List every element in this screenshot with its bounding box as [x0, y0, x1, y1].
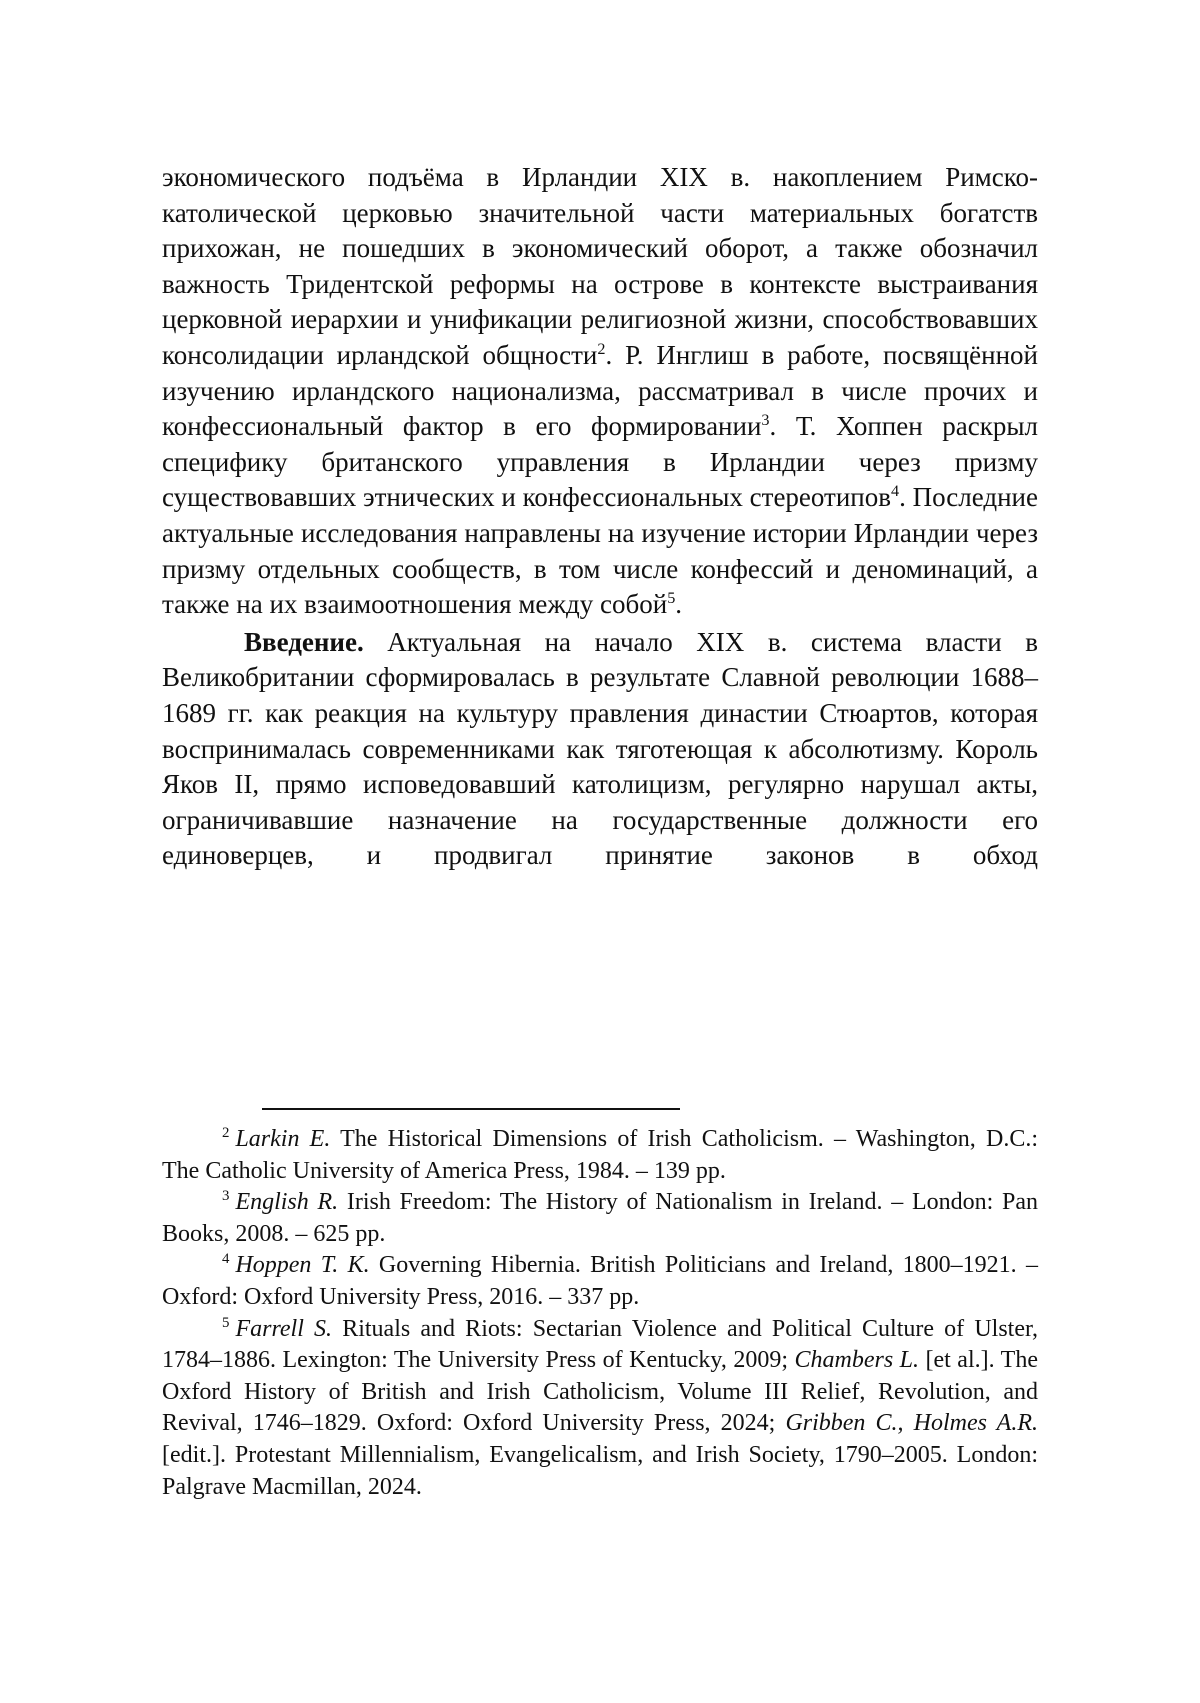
- footnote-4: [162, 1250, 1038, 1313]
- paragraph-1: [162, 160, 1038, 623]
- footnote-ref-2: 2: [597, 339, 606, 358]
- paragraph-1-part-5: .: [675, 589, 683, 620]
- footnote-2: [162, 1124, 1038, 1187]
- footnote-3-text: Irish Freedom: The History of Nationalism in Ireland. – London: Pan Books, 2008. – 625 pp.: [162, 1189, 1038, 1247]
- page-body: [162, 160, 1038, 874]
- paragraph-1-part-4: . Последние актуальные исследования направлены на изучение истории Ирландии через призму отдельных сообществ, в том числе конфессий и деноминаций, а также на их взаимоотношения между собой: [162, 482, 1038, 620]
- footnote-5-text-1: Rituals and Riots: Sectarian Violence and Political Culture of Ulster, 1784–1886. Lexington: The University Press of Kentucky, 2009;: [162, 1315, 1039, 1374]
- footnotes: [162, 1124, 1038, 1503]
- footnote-5-text-2: [et al.]. The Oxford History of British and Irish Catholicism, Volume III Relief, Revolution, and Revival, 1746–1829. Oxford: Oxford University Press, 2024;: [162, 1347, 1038, 1437]
- footnote-5-author-1: Farrell S.: [235, 1315, 333, 1342]
- footnote-2-number: 2: [222, 1125, 230, 1141]
- paragraph-2: [162, 625, 1038, 874]
- footnote-5: [162, 1314, 1038, 1504]
- footnote-4-author: Hoppen T. K.: [235, 1252, 370, 1279]
- footnote-3-author: English R.: [235, 1189, 339, 1216]
- footnote-2-author: Larkin E.: [235, 1126, 331, 1152]
- footnote-separator: [262, 1108, 680, 1110]
- paragraph-1-part-3: . Т. Хоппен раскрыл специфику британского управления в Ирландии через призму существовавших этнических и конфессиональных стереотипов: [162, 411, 1038, 513]
- footnote-3-number: 3: [222, 1188, 230, 1205]
- footnote-ref-5: 5: [667, 589, 676, 608]
- footnote-ref-3: 3: [761, 411, 770, 430]
- main-text: [162, 160, 1038, 874]
- footnote-5-author-3: Gribben C., Holmes A.R.: [785, 1410, 1038, 1437]
- paragraph-1-part-1: экономического подъёма в Ирландии XIX в. накоплением Римско-католической церковью значительной части материальных богатств прихожан, не пошедших в экономический оборот, а также обозначил важность Тридентской реформы на острове в контексте выстраивания церковной иерархии и унификации религиозной жизни, способствовавших консолидации ирландской общности: [162, 162, 1038, 370]
- footnote-5-author-2: Chambers L.: [794, 1347, 920, 1374]
- paragraph-1-part-2: . Р. Инглиш в работе, посвящённой изучению ирландского национализма, рассматривал в числе прочих и конфессиональный фактор в его формировании: [162, 339, 1038, 442]
- footnote-2-text: The Historical Dimensions of Irish Catholicism. – Washington, D.C.: The Catholic University of America Press, 1984. – 139 pp.: [162, 1126, 1039, 1184]
- paragraph-2-text: Актуальная на начало XIX в. система власти в Великобритании сформировалась в результате Славной революции 1688–1689 гг. как реакция на культуру правления династии Стюартов, которая воспринималась современниками как тяготеющая к абсолютизму. Король Яков II, прямо исповедовавший католицизм, регулярно нарушал акты, ограничивавшие назначение на государственные должности его единоверцев, и продвигал принятие законов в обход: [162, 626, 1038, 871]
- footnote-3: [162, 1187, 1038, 1250]
- footnote-4-text: Governing Hibernia. British Politicians and Ireland, 1800–1921. – Oxford: Oxford University Press, 2016. – 337 pp.: [162, 1252, 1038, 1310]
- footnote-4-number: 4: [222, 1251, 230, 1268]
- footnote-5-text-3: [edit.]. Protestant Millennialism, Evangelicalism, and Irish Society, 1790–2005. London: Palgrave Macmillan, 2024.: [162, 1441, 1038, 1500]
- section-heading-introduction: Введение.: [244, 626, 364, 657]
- footnote-ref-4: 4: [891, 482, 900, 501]
- footnote-5-number: 5: [222, 1314, 230, 1331]
